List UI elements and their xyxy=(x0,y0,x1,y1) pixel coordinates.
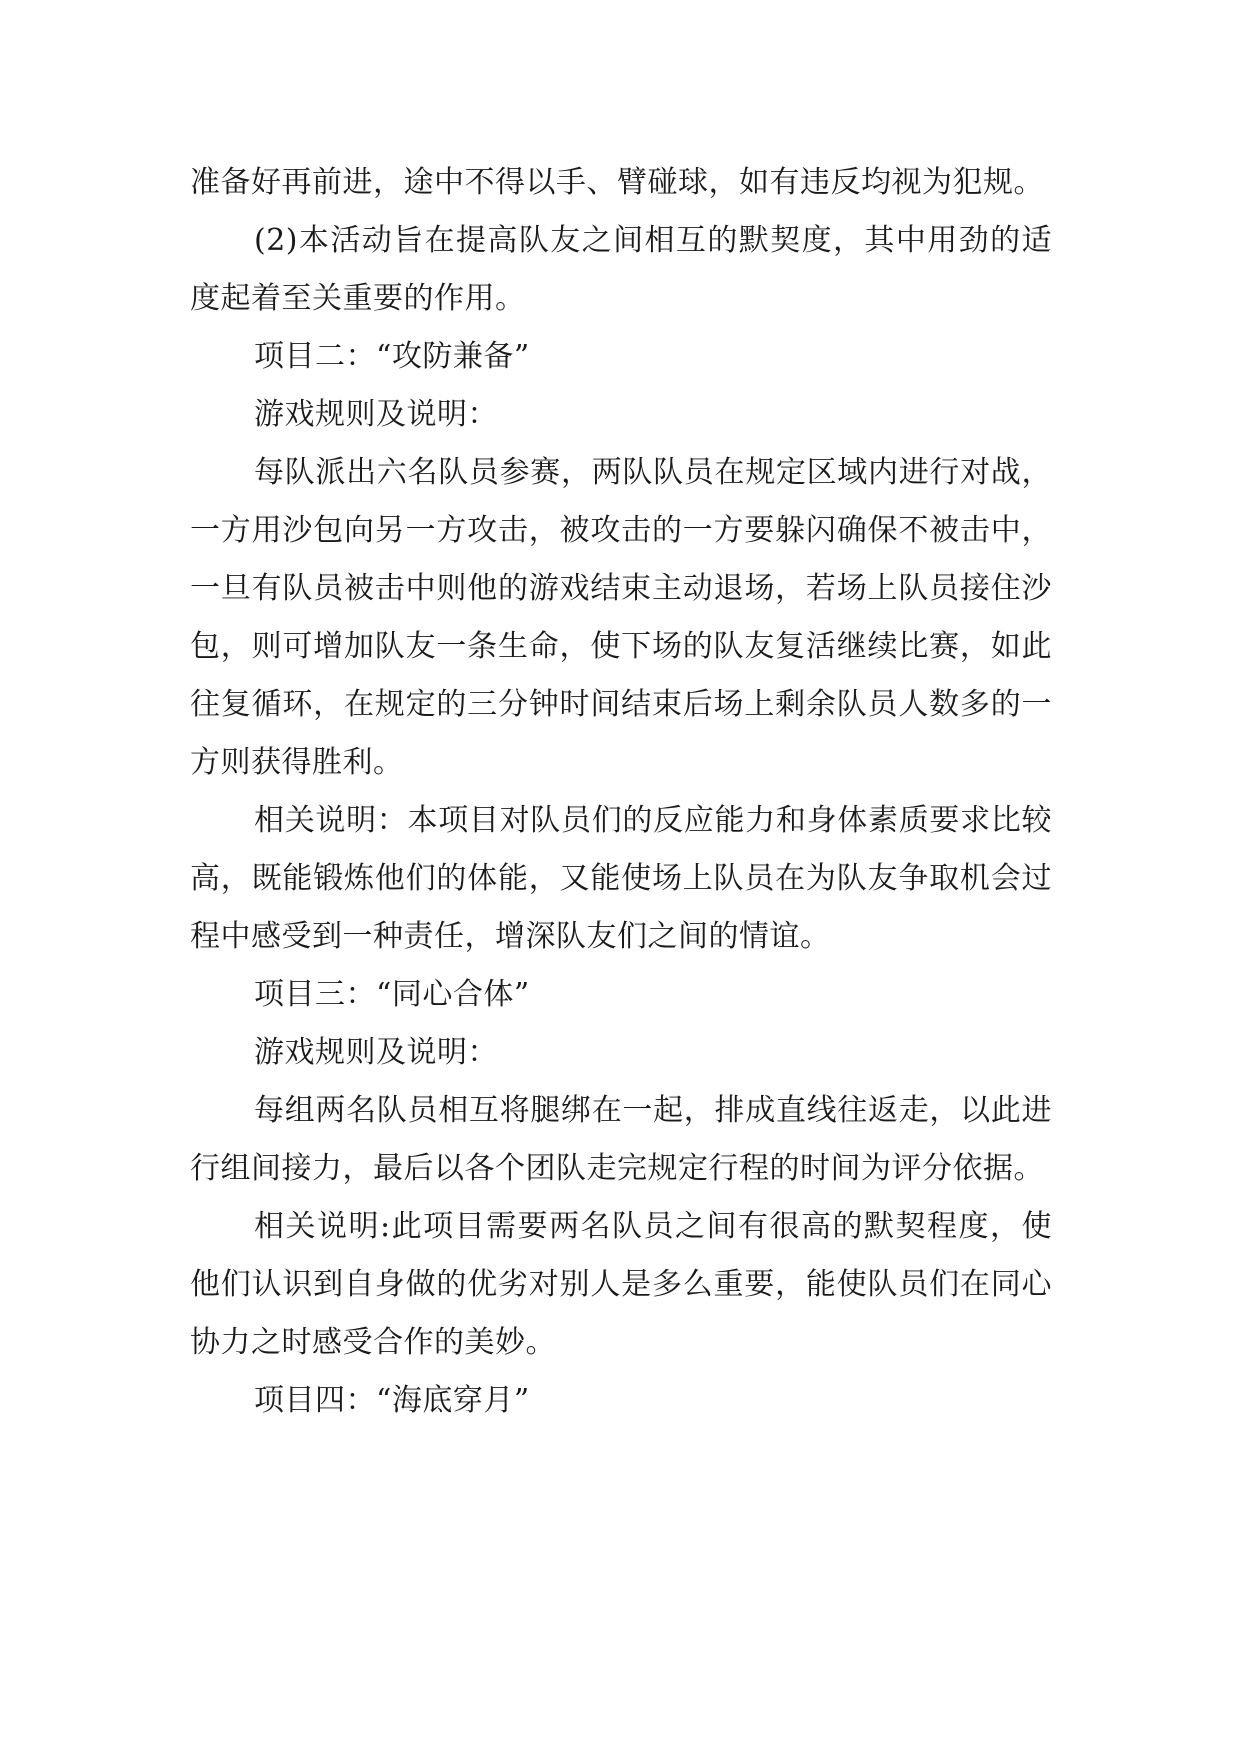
heading-project-two: 项目二：“攻防兼备” xyxy=(254,339,530,374)
subheading-rules-two: 游戏规则及说明： xyxy=(254,397,498,432)
paragraph-rules-two: 每队派出六名队员参赛，两队队员在规定区域内进行对战，一方用沙包向另一方攻击，被攻击的一方要躲闪确保不被击中，一旦有队员被击中则他的游戏结束主动退场，若场上队员接住沙包，则可增加队友一条生命，使下场的队友复活继续比赛，如此往复循环，在规定的三分钟时间结束后场上剩余队员人数多的一方则获得胜利。 xyxy=(190,455,1052,780)
paragraph-activity-purpose: (2)本活动旨在提高队友之间相互的默契度，其中用劲的适度起着至关重要的作用。 xyxy=(190,223,1052,316)
paragraph-rules-three: 每组两名队员相互将腿绑在一起，排成直线往返走，以此进行组间接力，最后以各个团队走完规定行程的时间为评分依据。 xyxy=(190,1093,1052,1186)
paragraph-rule-continuation: 准备好再前进，途中不得以手、臂碰球，如有违反均视为犯规。 xyxy=(190,165,1044,200)
document-body xyxy=(190,154,1052,1430)
paragraph-notes-two: 相关说明：本项目对队员们的反应能力和身体素质要求比较高，既能锻炼他们的体能，又能使场上队员在为队友争取机会过程中感受到一种责任，增深队友们之间的情谊。 xyxy=(190,803,1052,954)
subheading-rules-three: 游戏规则及说明： xyxy=(254,1035,498,1070)
paragraph-notes-three: 相关说明:此项目需要两名队员之间有很高的默契程度，使他们认识到自身做的优劣对别人是多么重要，能使队员们在同心协力之时感受合作的美妙。 xyxy=(190,1209,1052,1360)
heading-project-four: 项目四：“海底穿月” xyxy=(254,1383,530,1418)
heading-project-three: 项目三：“同心合体” xyxy=(254,977,530,1012)
